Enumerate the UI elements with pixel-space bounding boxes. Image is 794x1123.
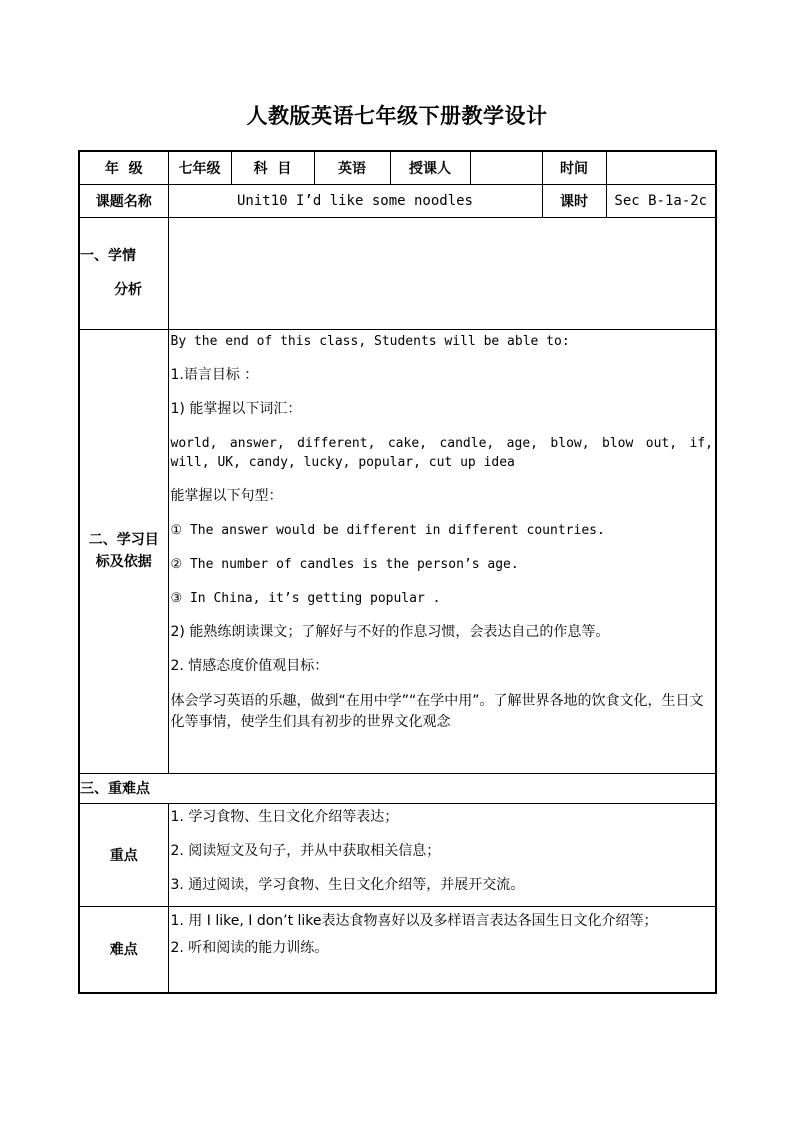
- objective-sentence-heading: 能掌握以下句型：: [170, 487, 283, 504]
- document-title: 人教版英语七年级下册教学设计: [246, 103, 548, 128]
- objective-vocab-list: world, answer, different, cake, candle, age, blow, blow out, if, will, UK, candy, lucky, popular, cut up idea: [170, 435, 713, 470]
- objective-attitude-heading: 2. 情感态度价值观目标：: [170, 657, 329, 674]
- section1-label: [79, 217, 168, 329]
- subject-value: 英语: [314, 151, 390, 184]
- objective-reading: 2) 能熟练朗读课文；了解好与不好的作息习惯，会表达自己的作息等。: [170, 623, 610, 640]
- difficult-point-1: 1. 用 I like, I don’t like表达食物喜好以及多样语言表达各国生日文化介绍等；: [170, 912, 658, 929]
- section1-label-line1: 一、学情: [80, 248, 136, 264]
- grade-label: 年 级: [79, 151, 168, 184]
- key-point-2: 2. 阅读短文及句子，并从中获取相关信息；: [170, 842, 441, 859]
- section2-label: [79, 329, 168, 773]
- section3-row: [79, 773, 716, 803]
- objective-vocab-heading: 1) 能掌握以下词汇：: [170, 400, 302, 417]
- key-points-content: [168, 803, 716, 906]
- objective-attitude-text: 体会学习英语的乐趣，做到“在用中学”“在学中用”。了解世界各地的饮食文化，生日文化等事情，使学生们具有初步的世界文化观念: [170, 692, 704, 730]
- objective-sentence-2: ② The number of candles is the person’s age.: [170, 556, 519, 572]
- subject-label: 科 目: [231, 151, 314, 184]
- section2-row: [79, 329, 716, 773]
- difficult-points-row: [79, 906, 716, 993]
- difficult-points-content: [168, 906, 716, 993]
- topic-value: Unit10 I’d like some noodles: [168, 184, 542, 217]
- key-points-row: [79, 803, 716, 906]
- time-value: [606, 151, 716, 184]
- period-value: Sec B-1a-2c: [606, 184, 716, 217]
- topic-label: 课题名称: [79, 184, 168, 217]
- key-point-1: 1. 学习食物、生日文化介绍等表达；: [170, 808, 399, 825]
- difficult-point-2: 2. 听和阅读的能力训练。: [170, 939, 329, 956]
- section1-content: [168, 217, 716, 329]
- key-points-label: 重点: [79, 803, 168, 906]
- topic-row: [79, 184, 716, 217]
- section3-label: 三、重难点: [79, 773, 716, 803]
- section2-content: [168, 329, 716, 773]
- objective-language-heading: 1.语言目标 ：: [170, 366, 259, 383]
- section1-label-line2: 分析: [114, 282, 142, 298]
- period-label: 课时: [542, 184, 606, 217]
- objective-sentence-1: ① The answer would be different in different countries.: [170, 522, 605, 538]
- lesson-plan-table: [78, 150, 717, 994]
- header-row: [79, 151, 716, 184]
- objective-sentence-3: ③ In China, it’s getting popular .: [170, 590, 441, 606]
- teacher-label: 授课人: [390, 151, 470, 184]
- time-label: 时间: [542, 151, 606, 184]
- section2-label-line1: 二、学习目: [88, 532, 159, 548]
- teacher-value: [470, 151, 542, 184]
- grade-value: 七年级: [168, 151, 231, 184]
- objective-intro: By the end of this class, Students will be able to:: [170, 333, 570, 349]
- difficult-points-label: 难点: [79, 906, 168, 993]
- section2-label-line2: 标及依据: [95, 554, 152, 570]
- key-point-3: 3. 通过阅读，学习食物、生日文化介绍等，并展开交流。: [170, 876, 525, 893]
- section1-row: [79, 217, 716, 329]
